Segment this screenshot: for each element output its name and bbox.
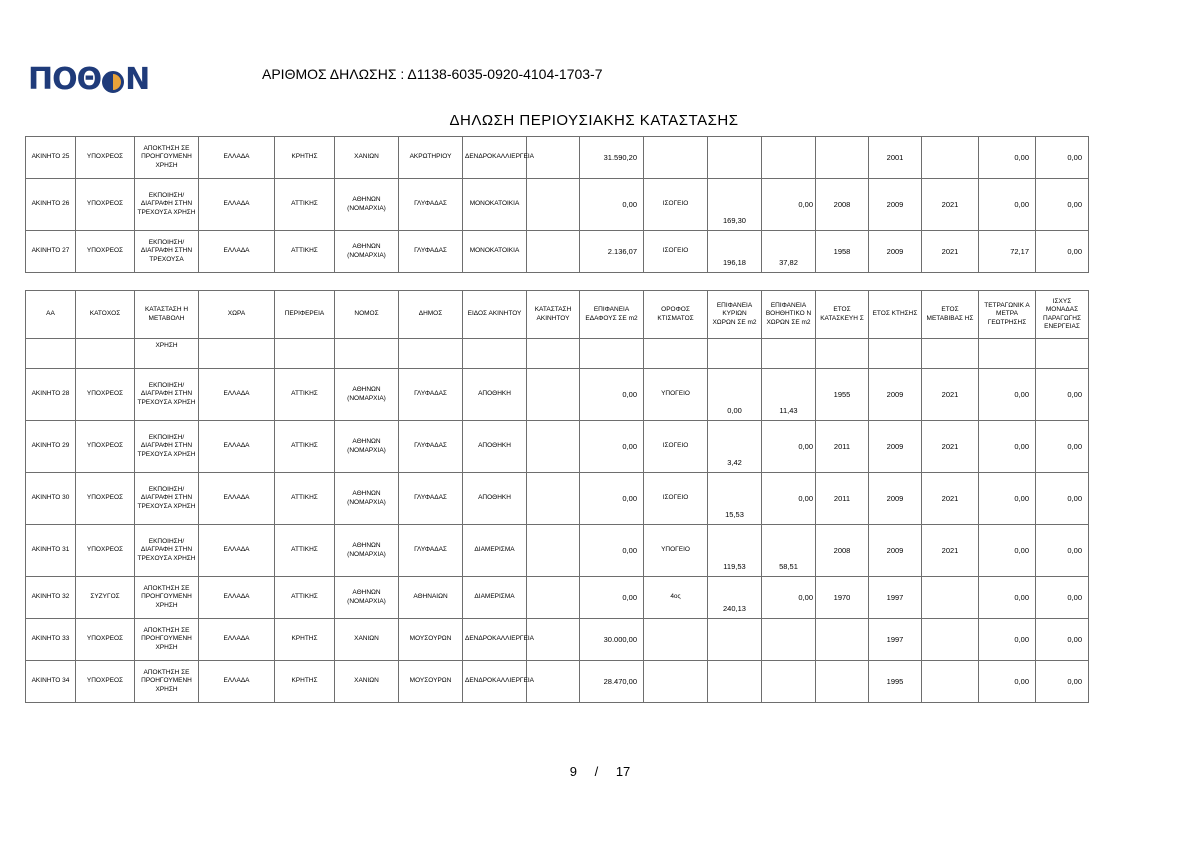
cell-drill-m2: 0,00	[979, 421, 1036, 473]
cell-main-area	[708, 661, 762, 703]
cell-drill-m2: 0,00	[979, 369, 1036, 421]
column-header: ΝΟΜΟΣ	[335, 291, 399, 339]
column-header: ΕΤΟΣ ΜΕΤΑΒΙΒΑΣ ΗΣ	[922, 291, 979, 339]
empty-cell	[762, 339, 816, 369]
cell-year-transfer	[922, 619, 979, 661]
cell-property-status	[527, 179, 580, 231]
empty-cell	[335, 339, 399, 369]
cell-region: ΚΡΗΤΗΣ	[275, 137, 335, 179]
cell-region: ΑΤΤΙΚΗΣ	[275, 525, 335, 577]
cell-main-area: 240,13	[708, 577, 762, 619]
cell-aa: ΑΚΙΝΗΤΟ 28	[26, 369, 76, 421]
cell-property-type: ΔΕΝΔΡΟΚΑΛΛΙΕΡΓΕΙΑ	[463, 619, 527, 661]
cell-aa: ΑΚΙΝΗΤΟ 27	[26, 231, 76, 273]
cell-power: 0,00	[1036, 577, 1089, 619]
empty-cell	[979, 339, 1036, 369]
cell-land-area: 0,00	[580, 525, 644, 577]
page-separator: /	[594, 764, 599, 779]
cell-owner: ΥΠΟΧΡΕΟΣ	[76, 369, 135, 421]
cell-aux-area	[762, 619, 816, 661]
cell-property-status	[527, 619, 580, 661]
cell-power: 0,00	[1036, 619, 1089, 661]
cell-municipality: ΜΟΥΣΟΥΡΩΝ	[399, 661, 463, 703]
cell-status: ΕΚΠΟΙΗΣΗ/ΔΙΑΓΡΑΦΗ ΣΤΗΝ ΤΡΕΧΟΥΣΑ ΧΡΗΣΗ	[135, 525, 199, 577]
cell-year-built	[816, 137, 869, 179]
cell-year-acquired: 2009	[869, 473, 922, 525]
cell-drill-m2: 0,00	[979, 619, 1036, 661]
cell-year-transfer: 2021	[922, 473, 979, 525]
cell-land-area: 31.590,20	[580, 137, 644, 179]
cell-aa: ΑΚΙΝΗΤΟ 33	[26, 619, 76, 661]
cell-status: ΕΚΠΟΙΗΣΗ/ΔΙΑΓΡΑΦΗ ΣΤΗΝ ΤΡΕΧΟΥΣΑ	[135, 231, 199, 273]
cell-aa: ΑΚΙΝΗΤΟ 25	[26, 137, 76, 179]
cell-year-acquired: 2009	[869, 421, 922, 473]
column-header: ΚΑΤΑΣΤΑΣΗ Η ΜΕΤΑΒΟΛΗ	[135, 291, 199, 339]
cell-year-transfer: 2021	[922, 179, 979, 231]
cell-aux-area: 0,00	[762, 421, 816, 473]
cell-floor	[644, 661, 708, 703]
cell-owner: ΥΠΟΧΡΕΟΣ	[76, 421, 135, 473]
column-header: ΕΠΙΦΑΝΕΙΑ ΚΥΡΙΩΝ ΧΩΡΩΝ ΣΕ m2	[708, 291, 762, 339]
cell-aux-area: 0,00	[762, 179, 816, 231]
cell-status: ΑΠΟΚΤΗΣΗ ΣΕ ΠΡΟΗΓΟΥΜΕΝΗ ΧΡΗΣΗ	[135, 137, 199, 179]
cell-main-area: 15,53	[708, 473, 762, 525]
cell-year-acquired: 1997	[869, 577, 922, 619]
cell-municipality: ΑΚΡΩΤΗΡΙΟΥ	[399, 137, 463, 179]
cell-region: ΚΡΗΤΗΣ	[275, 661, 335, 703]
column-header: ΕΤΟΣ ΚΤΗΣΗΣ	[869, 291, 922, 339]
cell-municipality: ΓΛΥΦΑΔΑΣ	[399, 179, 463, 231]
cell-country: ΕΛΛΑΔΑ	[199, 369, 275, 421]
cell-property-status	[527, 525, 580, 577]
column-header: ΟΡΟΦΟΣ ΚΤΙΣΜΑΤΟΣ	[644, 291, 708, 339]
cell-municipality: ΓΛΥΦΑΔΑΣ	[399, 525, 463, 577]
column-header: ΔΗΜΟΣ	[399, 291, 463, 339]
cell-property-status	[527, 473, 580, 525]
cell-prefecture: ΑΘΗΝΩΝ (ΝΟΜΑΡΧΙΑ)	[335, 473, 399, 525]
column-header: ΕΠΙΦΑΝΕΙΑ ΒΟΗΘΗΤΙΚΟ Ν ΧΩΡΩΝ ΣΕ m2	[762, 291, 816, 339]
cell-owner: ΥΠΟΧΡΕΟΣ	[76, 179, 135, 231]
cell-municipality: ΜΟΥΣΟΥΡΩΝ	[399, 619, 463, 661]
pagination	[0, 764, 1200, 779]
cell-country: ΕΛΛΑΔΑ	[199, 421, 275, 473]
cell-prefecture: ΧΑΝΙΩΝ	[335, 137, 399, 179]
cell-municipality: ΓΛΥΦΑΔΑΣ	[399, 231, 463, 273]
cell-land-area: 30.000,00	[580, 619, 644, 661]
cell-property-type: ΑΠΟΘΗΚΗ	[463, 421, 527, 473]
cell-country: ΕΛΛΑΔΑ	[199, 661, 275, 703]
cell-property-type: ΔΕΝΔΡΟΚΑΛΛΙΕΡΓΕΙΑ	[463, 661, 527, 703]
table-row	[26, 369, 1089, 421]
cell-status: ΕΚΠΟΙΗΣΗ/ΔΙΑΓΡΑΦΗ ΣΤΗΝ ΤΡΕΧΟΥΣΑ ΧΡΗΣΗ	[135, 179, 199, 231]
cell-prefecture: ΑΘΗΝΩΝ (ΝΟΜΑΡΧΙΑ)	[335, 525, 399, 577]
cell-year-built: 2011	[816, 421, 869, 473]
column-header: ΤΕΤΡΑΓΩΝΙΚ Α ΜΕΤΡΑ ΓΕΩΤΡΗΣΗΣ	[979, 291, 1036, 339]
cell-owner: ΣΥΖΥΓΟΣ	[76, 577, 135, 619]
cell-year-built: 1970	[816, 577, 869, 619]
cell-prefecture: ΑΘΗΝΩΝ (ΝΟΜΑΡΧΙΑ)	[335, 421, 399, 473]
table-row	[26, 619, 1089, 661]
cell-main-area: 169,30	[708, 179, 762, 231]
cell-aa: ΑΚΙΝΗΤΟ 26	[26, 179, 76, 231]
cell-power: 0,00	[1036, 473, 1089, 525]
cell-status: ΑΠΟΚΤΗΣΗ ΣΕ ΠΡΟΗΓΟΥΜΕΝΗ ΧΡΗΣΗ	[135, 619, 199, 661]
cell-main-area: 119,53	[708, 525, 762, 577]
cell-floor: ΥΠΟΓΕΙΟ	[644, 525, 708, 577]
cell-owner: ΥΠΟΧΡΕΟΣ	[76, 661, 135, 703]
cell-prefecture: ΧΑΝΙΩΝ	[335, 661, 399, 703]
cell-country: ΕΛΛΑΔΑ	[199, 525, 275, 577]
cell-property-status	[527, 421, 580, 473]
cell-country: ΕΛΛΑΔΑ	[199, 619, 275, 661]
empty-cell	[26, 339, 76, 369]
empty-cell	[199, 339, 275, 369]
cell-power: 0,00	[1036, 525, 1089, 577]
table-row	[26, 421, 1089, 473]
cell-floor: ΙΣΟΓΕΙΟ	[644, 231, 708, 273]
cell-land-area: 28.470,00	[580, 661, 644, 703]
cell-municipality: ΑΘΗΝΑΙΩΝ	[399, 577, 463, 619]
cell-drill-m2: 0,00	[979, 577, 1036, 619]
cell-floor: ΥΠΟΓΕΙΟ	[644, 369, 708, 421]
cell-country: ΕΛΛΑΔΑ	[199, 577, 275, 619]
cell-region: ΑΤΤΙΚΗΣ	[275, 421, 335, 473]
cell-floor	[644, 137, 708, 179]
cell-property-type: ΔΙΑΜΕΡΙΣΜΑ	[463, 525, 527, 577]
empty-cell	[708, 339, 762, 369]
table-row	[26, 179, 1089, 231]
empty-cell	[869, 339, 922, 369]
cell-status: ΑΠΟΚΤΗΣΗ ΣΕ ΠΡΟΗΓΟΥΜΕΝΗ ΧΡΗΣΗ	[135, 661, 199, 703]
cell-aa: ΑΚΙΝΗΤΟ 30	[26, 473, 76, 525]
table-row	[26, 137, 1089, 179]
cell-aux-area: 0,00	[762, 577, 816, 619]
cell-property-status	[527, 231, 580, 273]
cell-land-area: 2.136,07	[580, 231, 644, 273]
cell-year-transfer	[922, 661, 979, 703]
cell-drill-m2: 0,00	[979, 137, 1036, 179]
cell-year-built	[816, 619, 869, 661]
cell-year-built: 2008	[816, 179, 869, 231]
cell-floor: ΙΣΟΓΕΙΟ	[644, 179, 708, 231]
cell-year-acquired: 1995	[869, 661, 922, 703]
property-table-top	[25, 136, 1089, 273]
cell-land-area: 0,00	[580, 577, 644, 619]
column-header: ΠΕΡΙΦΕΡΕΙΑ	[275, 291, 335, 339]
empty-cell	[1036, 339, 1089, 369]
cell-region: ΑΤΤΙΚΗΣ	[275, 231, 335, 273]
cell-year-acquired: 2001	[869, 137, 922, 179]
table-header-row	[26, 291, 1089, 339]
cell-owner: ΥΠΟΧΡΕΟΣ	[76, 525, 135, 577]
pothen-logo	[28, 62, 149, 97]
cell-year-transfer: 2021	[922, 369, 979, 421]
cell-region: ΚΡΗΤΗΣ	[275, 619, 335, 661]
cell-land-area: 0,00	[580, 473, 644, 525]
cell-prefecture: ΑΘΗΝΩΝ (ΝΟΜΑΡΧΙΑ)	[335, 179, 399, 231]
cell-property-type: ΔΕΝΔΡΟΚΑΛΛΙΕΡΓΕΙΑ	[463, 137, 527, 179]
cell-aa: ΑΚΙΝΗΤΟ 34	[26, 661, 76, 703]
cell-region: ΑΤΤΙΚΗΣ	[275, 577, 335, 619]
cell-floor: ΙΣΟΓΕΙΟ	[644, 421, 708, 473]
cell-municipality: ΓΛΥΦΑΔΑΣ	[399, 421, 463, 473]
cell-prefecture: ΑΘΗΝΩΝ (ΝΟΜΑΡΧΙΑ)	[335, 369, 399, 421]
cell-region: ΑΤΤΙΚΗΣ	[275, 369, 335, 421]
empty-cell	[463, 339, 527, 369]
column-header: ΕΙΔΟΣ ΑΚΙΝΗΤΟΥ	[463, 291, 527, 339]
cell-municipality: ΓΛΥΦΑΔΑΣ	[399, 369, 463, 421]
column-header: ΕΤΟΣ ΚΑΤΑΣΚΕΥΗ Σ	[816, 291, 869, 339]
empty-cell	[644, 339, 708, 369]
empty-cell	[922, 339, 979, 369]
cell-power: 0,00	[1036, 137, 1089, 179]
cell-property-type: ΜΟΝΟΚΑΤΟΙΚΙΑ	[463, 179, 527, 231]
cell-status: ΕΚΠΟΙΗΣΗ/ΔΙΑΓΡΑΦΗ ΣΤΗΝ ΤΡΕΧΟΥΣΑ ΧΡΗΣΗ	[135, 473, 199, 525]
cell-year-acquired: 1997	[869, 619, 922, 661]
cell-drill-m2: 0,00	[979, 661, 1036, 703]
cell-aux-area	[762, 137, 816, 179]
cell-prefecture: ΧΑΝΙΩΝ	[335, 619, 399, 661]
cell-aux-area: 37,82	[762, 231, 816, 273]
cell-prefecture: ΑΘΗΝΩΝ (ΝΟΜΑΡΧΙΑ)	[335, 231, 399, 273]
cell-drill-m2: 0,00	[979, 525, 1036, 577]
cell-power: 0,00	[1036, 179, 1089, 231]
cell-power: 0,00	[1036, 421, 1089, 473]
cell-status: ΧΡΗΣΗ	[135, 339, 199, 369]
cell-land-area: 0,00	[580, 421, 644, 473]
logo-circle-icon	[102, 71, 124, 93]
empty-cell	[275, 339, 335, 369]
cell-drill-m2: 0,00	[979, 473, 1036, 525]
empty-cell	[580, 339, 644, 369]
cell-property-type: ΑΠΟΘΗΚΗ	[463, 473, 527, 525]
page-current: 9	[569, 764, 577, 779]
cell-floor: 4ος	[644, 577, 708, 619]
cell-aa: ΑΚΙΝΗΤΟ 32	[26, 577, 76, 619]
cell-aux-area: 58,51	[762, 525, 816, 577]
cell-year-built	[816, 661, 869, 703]
cell-power: 0,00	[1036, 369, 1089, 421]
cell-municipality: ΓΛΥΦΑΔΑΣ	[399, 473, 463, 525]
cell-year-acquired: 2009	[869, 231, 922, 273]
property-table-bottom	[25, 290, 1089, 703]
cell-main-area: 196,18	[708, 231, 762, 273]
cell-year-built: 1955	[816, 369, 869, 421]
cell-year-acquired: 2009	[869, 179, 922, 231]
table-row	[26, 231, 1089, 273]
column-header: ΑΑ	[26, 291, 76, 339]
cell-country: ΕΛΛΑΔΑ	[199, 473, 275, 525]
table-row	[26, 525, 1089, 577]
cell-year-acquired: 2009	[869, 369, 922, 421]
page-total: 17	[615, 764, 631, 779]
column-header: ΧΩΡΑ	[199, 291, 275, 339]
cell-aa: ΑΚΙΝΗΤΟ 31	[26, 525, 76, 577]
cell-status: ΕΚΠΟΙΗΣΗ/ΔΙΑΓΡΑΦΗ ΣΤΗΝ ΤΡΕΧΟΥΣΑ ΧΡΗΣΗ	[135, 369, 199, 421]
cell-owner: ΥΠΟΧΡΕΟΣ	[76, 231, 135, 273]
empty-cell	[399, 339, 463, 369]
cell-drill-m2: 0,00	[979, 179, 1036, 231]
empty-cell	[76, 339, 135, 369]
cell-country: ΕΛΛΑΔΑ	[199, 137, 275, 179]
cell-aux-area: 11,43	[762, 369, 816, 421]
declaration-number: ΑΡΙΘΜΟΣ ΔΗΛΩΣΗΣ : Δ1138-6035-0920-4104-1703-7	[262, 66, 603, 82]
column-header: ΙΣΧΥΣ ΜΟΝΑΔΑΣ ΠΑΡΑΓΩΓΗΣ ΕΝΕΡΓΕΙΑΣ	[1036, 291, 1089, 339]
cell-owner: ΥΠΟΧΡΕΟΣ	[76, 473, 135, 525]
cell-floor	[644, 619, 708, 661]
cell-year-built: 1958	[816, 231, 869, 273]
column-header: ΚΑΤΟΧΟΣ	[76, 291, 135, 339]
logo-text-right: Ν	[125, 62, 150, 97]
cell-property-status	[527, 661, 580, 703]
cell-year-transfer: 2021	[922, 231, 979, 273]
logo-text-left: ΠΟΘ	[28, 62, 102, 97]
cell-owner: ΥΠΟΧΡΕΟΣ	[76, 619, 135, 661]
cell-main-area: 3,42	[708, 421, 762, 473]
empty-cell	[816, 339, 869, 369]
cell-property-type: ΜΟΝΟΚΑΤΟΙΚΙΑ	[463, 231, 527, 273]
cell-power: 0,00	[1036, 231, 1089, 273]
cell-drill-m2: 72,17	[979, 231, 1036, 273]
cell-power: 0,00	[1036, 661, 1089, 703]
cell-region: ΑΤΤΙΚΗΣ	[275, 473, 335, 525]
cell-year-transfer	[922, 137, 979, 179]
cell-year-acquired: 2009	[869, 525, 922, 577]
cell-land-area: 0,00	[580, 369, 644, 421]
column-header: ΚΑΤΑΣΤΑΣΗ ΑΚΙΝΗΤΟΥ	[527, 291, 580, 339]
cell-country: ΕΛΛΑΔΑ	[199, 231, 275, 273]
cell-main-area: 0,00	[708, 369, 762, 421]
continuation-row	[26, 339, 1089, 369]
cell-status: ΑΠΟΚΤΗΣΗ ΣΕ ΠΡΟΗΓΟΥΜΕΝΗ ΧΡΗΣΗ	[135, 577, 199, 619]
cell-year-built: 2011	[816, 473, 869, 525]
cell-property-type: ΔΙΑΜΕΡΙΣΜΑ	[463, 577, 527, 619]
cell-region: ΑΤΤΙΚΗΣ	[275, 179, 335, 231]
cell-property-status	[527, 369, 580, 421]
cell-year-transfer: 2021	[922, 525, 979, 577]
table-row	[26, 577, 1089, 619]
cell-property-status	[527, 137, 580, 179]
table-row	[26, 661, 1089, 703]
cell-floor: ΙΣΟΓΕΙΟ	[644, 473, 708, 525]
column-header: ΕΠΙΦΑΝΕΙΑ ΕΔΑΦΟΥΣ ΣΕ m2	[580, 291, 644, 339]
cell-year-built: 2008	[816, 525, 869, 577]
cell-status: ΕΚΠΟΙΗΣΗ/ΔΙΑΓΡΑΦΗ ΣΤΗΝ ΤΡΕΧΟΥΣΑ ΧΡΗΣΗ	[135, 421, 199, 473]
cell-owner: ΥΠΟΧΡΕΟΣ	[76, 137, 135, 179]
cell-country: ΕΛΛΑΔΑ	[199, 179, 275, 231]
table-row	[26, 473, 1089, 525]
cell-aux-area: 0,00	[762, 473, 816, 525]
cell-aa: ΑΚΙΝΗΤΟ 29	[26, 421, 76, 473]
cell-prefecture: ΑΘΗΝΩΝ (ΝΟΜΑΡΧΙΑ)	[335, 577, 399, 619]
cell-main-area	[708, 137, 762, 179]
cell-property-status	[527, 577, 580, 619]
cell-year-transfer	[922, 577, 979, 619]
cell-land-area: 0,00	[580, 179, 644, 231]
cell-main-area	[708, 619, 762, 661]
document-title: ΔΗΛΩΣΗ ΠΕΡΙΟΥΣΙΑΚΗΣ ΚΑΤΑΣΤΑΣΗΣ	[449, 112, 739, 129]
cell-year-transfer: 2021	[922, 421, 979, 473]
cell-property-type: ΑΠΟΘΗΚΗ	[463, 369, 527, 421]
empty-cell	[527, 339, 580, 369]
cell-aux-area	[762, 661, 816, 703]
